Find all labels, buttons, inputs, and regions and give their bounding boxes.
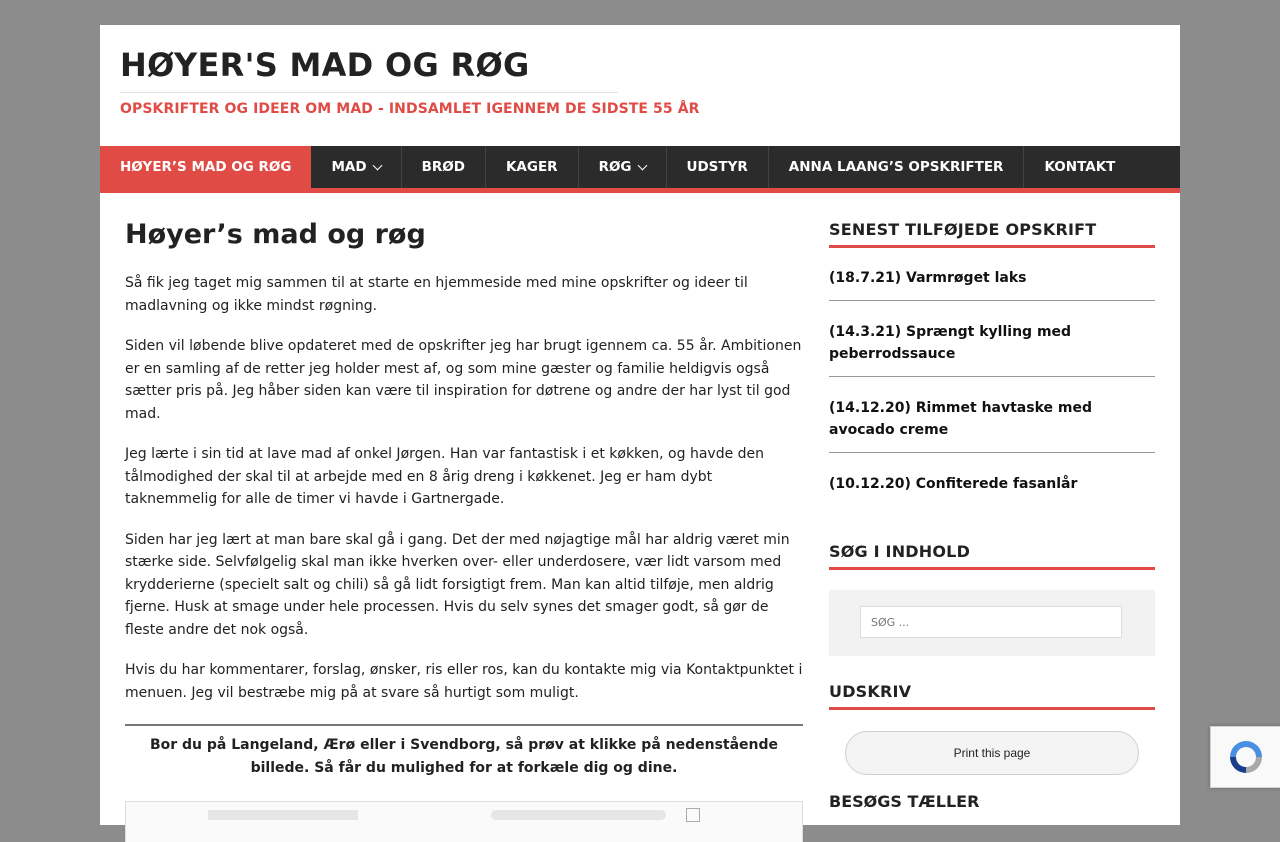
paragraph: Hvis du har kommentarer, forslag, ønsker, ris eller ros, kan du kontakte mig via Kontaktpunktet i menuen. Jeg vil bestræbe mig på at svare så hurtigt som muligt.	[125, 662, 803, 701]
nav-label: HØYER’S MAD OG RØG	[120, 159, 292, 175]
search-input[interactable]	[860, 606, 1122, 638]
title-divider	[120, 92, 618, 93]
nav-label: BRØD	[421, 159, 465, 175]
promo-image[interactable]	[125, 801, 803, 842]
nav-item-brod[interactable]	[402, 146, 486, 188]
recent-recipe-link[interactable]: (14.3.21) Sprængt kylling med peberrodssauce	[829, 301, 1155, 377]
recent-recipes-list	[829, 248, 1155, 505]
recaptcha-icon	[1226, 737, 1266, 777]
search-container	[829, 590, 1155, 656]
widget-title-search: SØG I INDHOLD	[829, 542, 1155, 570]
image-content	[208, 810, 358, 820]
widget-title-recent: SENEST TILFØJEDE OPSKRIFT	[829, 220, 1155, 248]
widget-title-print: UDSKRIV	[829, 682, 1155, 710]
recent-recipe-link[interactable]: (18.7.21) Varmrøget laks	[829, 248, 1155, 301]
nav-item-kager[interactable]	[486, 146, 579, 188]
sidebar	[829, 220, 1155, 811]
chevron-down-icon	[637, 160, 647, 170]
print-widget	[829, 682, 1155, 775]
divider	[125, 724, 803, 726]
chevron-down-icon	[372, 160, 382, 170]
nav-item-anna-laang[interactable]	[769, 146, 1025, 188]
nav-label: KAGER	[505, 159, 558, 175]
nav-label: RØG	[598, 159, 632, 175]
nav-item-rog[interactable]	[579, 146, 667, 188]
site-title[interactable]: HØYER'S MAD OG RØG	[120, 46, 530, 84]
paragraph: Siden har jeg lært at man bare skal gå i gang. Det der med nøjagtige mål har aldrig været min stærke side. Selvfølgelig skal man ikke hverken over- eller underdosere, vær lidt varsom med krydderierne (specielt salt og chili) så gå lidt forsigtigt frem. Man kan altid tilføje, men aldrig fjerne. Husk at smage under hele processen. Hvis du selv synes det smager godt, så gør de fleste andre det nok også.	[125, 531, 790, 638]
paragraph: Jeg lærte i sin tid at lave mad af onkel Jørgen. Han var fantastisk i et køkken, og havde den tålmodighed der skal til at arbejde med en 8 årig dreng i køkkenet. Jeg er ham dybt taknemmelig for alle de timer vi havde i Gartnergade.	[125, 446, 765, 507]
paragraph: Så fik jeg taget mig sammen til at starte en hjemmeside med mine opskrifter og ideer til madlavning og ikke mindst røgning.	[125, 275, 748, 314]
promo-text: Bor du på Langeland, Ærø eller i Svendborg, så prøv at klikke på nedenstående billede. Så får du mulighed for at forkæle dig og dine.	[149, 737, 779, 776]
recent-recipe-link[interactable]: (14.12.20) Rimmet havtaske med avocado creme	[829, 377, 1155, 453]
nav-item-kontakt[interactable]	[1024, 146, 1135, 188]
widget-title-counter: BESØGS TÆLLER	[829, 792, 980, 811]
nav-item-home[interactable]	[100, 146, 311, 188]
nav-label: MAD	[331, 159, 367, 175]
image-content	[686, 808, 700, 822]
nav-item-mad[interactable]	[311, 146, 401, 188]
paragraph: Siden vil løbende blive opdateret med de opskrifter jeg har brugt igennem ca. 55 år. Ambitionen er en samling af de retter jeg holder mest af, og som mine gæster og familie heldigvis også sætter pris på. Jeg håber siden kan være til inspiration for døtrene og andre der har lyst til god mad.	[125, 338, 802, 422]
recent-recipe-link[interactable]: (10.12.20) Confiterede fasanlår	[829, 475, 1078, 492]
recaptcha-badge[interactable]	[1210, 726, 1280, 788]
page-title: Høyer’s mad og røg	[125, 219, 426, 250]
nav-label: ANNA LAANG’S OPSKRIFTER	[788, 159, 1004, 175]
image-content	[491, 810, 666, 820]
main-content	[125, 220, 803, 842]
main-navigation	[100, 146, 1180, 193]
search-widget	[829, 542, 1155, 656]
print-button[interactable]: Print this page	[845, 731, 1139, 775]
site-tagline: OPSKRIFTER OG IDEER OM MAD - INDSAMLET IGENNEM DE SIDSTE 55 ÅR	[120, 101, 700, 117]
nav-label: UDSTYR	[686, 159, 748, 175]
nav-item-udstyr[interactable]	[667, 146, 769, 188]
page-wrapper	[100, 25, 1180, 825]
nav-label: KONTAKT	[1044, 159, 1116, 175]
article-body	[125, 272, 803, 704]
